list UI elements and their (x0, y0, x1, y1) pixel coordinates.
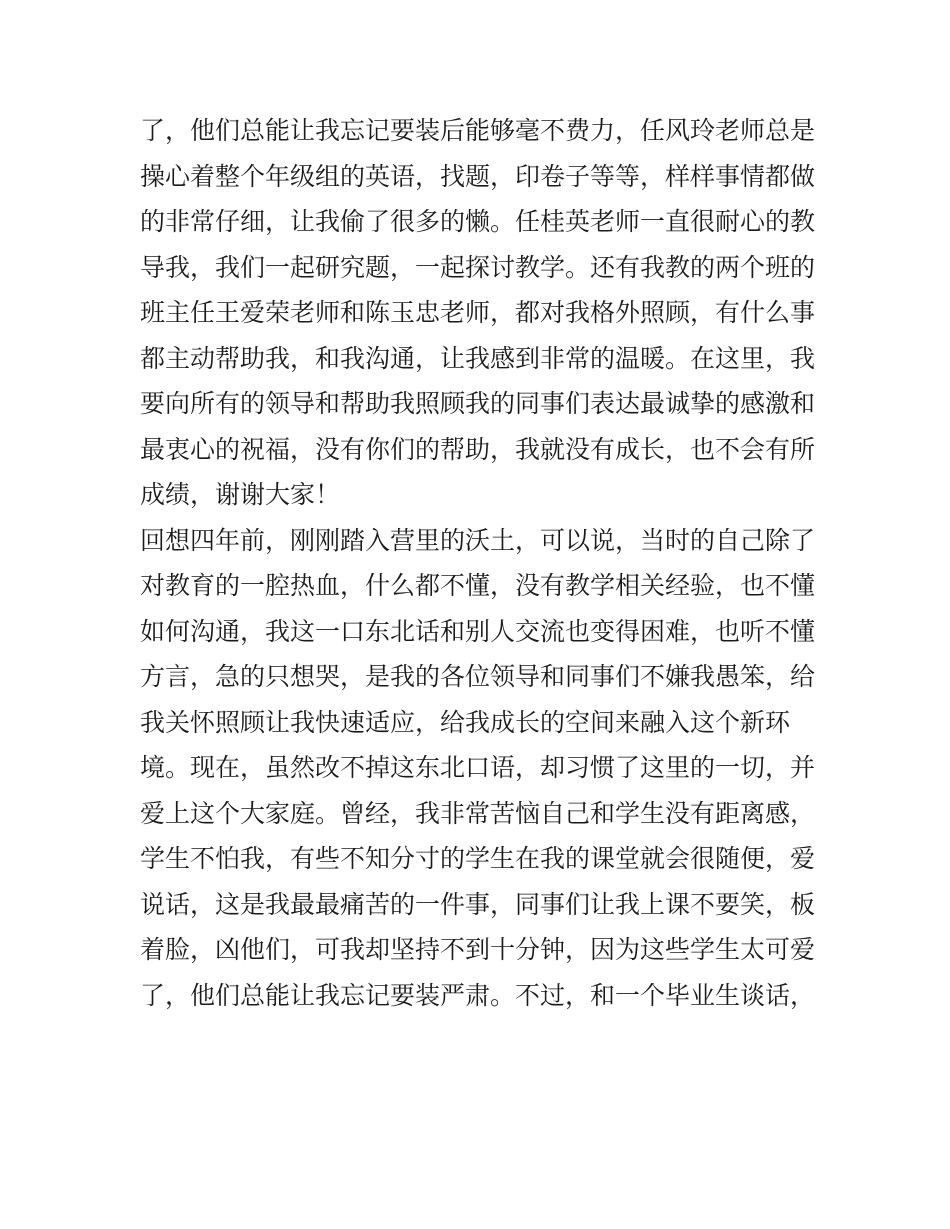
text-line: 着脸，凶他们，可我却坚持不到十分钟，因为这些学生太可爱 (140, 935, 816, 964)
text-line: 操心着整个年级组的英语，找题，印卷子等等，样样事情都做 (140, 161, 816, 191)
text-line: 班主任王爱荣老师和陈玉忠老师，都对我格外照顾，有什么事 (140, 298, 816, 327)
text-line: 方言，急的只想哭，是我的各位领导和同事们不嫌我愚笨，给 (140, 662, 816, 691)
text-line: 爱上这个大家庭。曾经，我非常苦恼自己和学生没有距离感， (140, 798, 816, 828)
text-line: 回想四年前，刚刚踏入营里的沃土，可以说，当时的自己除了 (140, 525, 816, 555)
text-line: 我关怀照顾让我快速适应，给我成长的空间来融入这个新环 (140, 707, 791, 737)
text-line: 最衷心的祝福，没有你们的帮助，我就没有成长，也不会有所 (140, 434, 816, 464)
text-line: 学生不怕我，有些不知分寸的学生在我的课堂就会很随便，爱 (140, 844, 816, 873)
text-line: 说话，这是我最最痛苦的一件事，同事们让我上课不要笑，板 (140, 889, 816, 919)
text-line: 境。现在，虽然改不掉这东北口语，却习惯了这里的一切，并 (140, 753, 816, 782)
text-line: 导我，我们一起研究题，一起探讨教学。还有我教的两个班的 (140, 252, 816, 282)
text-line: 了，他们总能让我忘记要装后能够毫不费力，任风玲老师总是 (140, 116, 816, 145)
text-line: 都主动帮助我，和我沟通，让我感到非常的温暖。在这里，我 (140, 343, 816, 373)
text-line: 了，他们总能让我忘记要装严肃。不过，和一个毕业生谈话， (140, 980, 816, 1010)
text-line: 对教育的一腔热血，什么都不懂，没有教学相关经验，也不懂 (140, 571, 816, 600)
text-line: 如何沟通，我这一口东北话和别人交流也变得困难，也听不懂 (140, 616, 816, 646)
text-line: 要向所有的领导和帮助我照顾我的同事们表达最诚挚的感激和 (140, 389, 816, 418)
body-text (140, 108, 820, 1018)
text-line: 的非常仔细，让我偷了很多的懒。任桂英老师一直很耐心的教 (140, 207, 816, 236)
text-line: 成绩，谢谢大家！ (140, 480, 341, 509)
